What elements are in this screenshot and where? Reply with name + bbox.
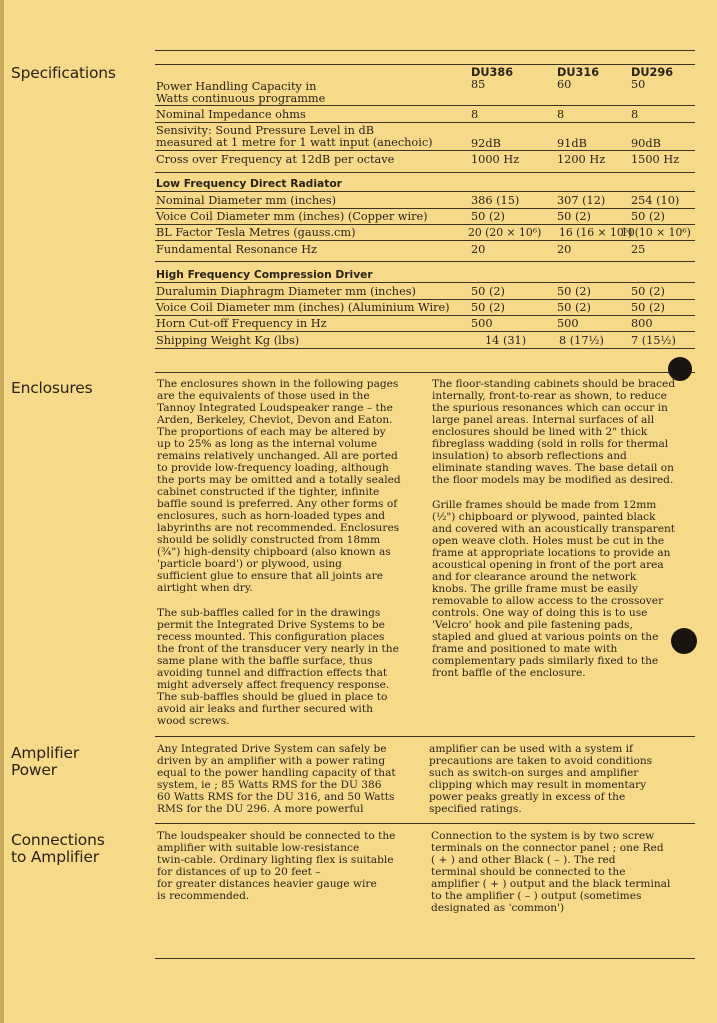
row-value: 50 xyxy=(631,78,646,91)
table-row xyxy=(155,335,695,349)
row-value: 8 xyxy=(557,108,565,121)
table-row xyxy=(155,227,695,241)
row-value: 10(10 × 10⁶) xyxy=(621,226,691,239)
row-value: 20 xyxy=(557,243,572,256)
row-value: 307 (12) xyxy=(557,194,606,207)
row-label: BL Factor Tesla Metres (gauss.cm) xyxy=(156,226,356,239)
specifications-title: Specifications xyxy=(11,64,116,82)
table-row xyxy=(155,125,695,151)
row-value: 16 (16 × 10⁶) xyxy=(559,226,633,239)
row-label: Voice Coil Diameter mm (inches) (Aluminium Wire) xyxy=(156,301,450,314)
row-value: 8 xyxy=(631,108,639,121)
row-value: 25 xyxy=(631,243,646,256)
enclosures-paragraph: The enclosures shown in the following pages are the equivalents of those used in the Tannoy Integrated Loudspeaker range – the Arden, Berkeley, Cheviot, Devon and Eaton. The proportions of each may be altered by up to 25% as long as the internal volume remains relatively unchanged. All are ported to provide low-frequency loading, although the ports may be omitted and a totally sealed cabinet constructed if the tighter, infinite baffle sound is preferred. Any other forms of enclosures, such as horn-loaded types and labyrinths are not recommended. Enclosures should be solidly constructed from 18mm (¾") high-density chipboard (also known as 'particle board') or plywood, using sufficient glue to ensure that all joints are airtight when dry. xyxy=(157,378,401,594)
enclosures-paragraph: The floor-standing cabinets should be braced internally, front-to-rear as shown, to reduce the spurious resonances which can occur in large panel areas. Internal surfaces of all enclosures should be lined with 2" thick fibreglass wadding (sold in rolls for thermal insulation) to absorb reflections and eliminate standing waves. The base detail on the floor models may be modified as desired. xyxy=(432,378,676,486)
model-du386: DU386 xyxy=(471,66,514,79)
row-value: 50 (2) xyxy=(631,301,665,314)
row-label: Cross over Frequency at 12dB per octave xyxy=(156,153,395,166)
connections-title: Connections to Amplifier xyxy=(11,831,105,866)
row-value: 50 (2) xyxy=(557,210,591,223)
row-value: 90dB xyxy=(631,137,661,150)
row-value: 60 xyxy=(557,78,572,91)
table-row xyxy=(155,286,695,300)
row-value: 85 xyxy=(471,78,486,91)
row-label: Horn Cut-off Frequency in Hz xyxy=(156,317,327,330)
row-value: 14 (31) xyxy=(485,334,527,347)
enclosures-paragraph: The sub-baffles called for in the drawings permit the Integrated Drive Systems to be recess mounted. This configuration places the front of the transducer very nearly in the same plane with the baffle surface, thus avoiding tunnel and diffraction effects that might adversely affect frequency response. The sub-baffles should be glued in place to avoid air leaks and further secured with wood screws. xyxy=(157,607,399,727)
model-du296: DU296 xyxy=(631,66,674,79)
table-row xyxy=(155,79,695,106)
row-value: 20 xyxy=(471,243,486,256)
row-value: 800 xyxy=(631,317,653,330)
lf-group-label: Low Frequency Direct Radiator xyxy=(156,177,342,190)
hf-group-label: High Frequency Compression Driver xyxy=(156,268,373,281)
row-label: Nominal Impedance ohms xyxy=(156,108,306,121)
row-value: 50 (2) xyxy=(631,285,665,298)
table-row xyxy=(155,302,695,316)
row-label: Duralumin Diaphragm Diameter mm (inches) xyxy=(156,285,416,298)
amplifier-left-column xyxy=(157,743,427,815)
row-value: 1200 Hz xyxy=(557,153,606,166)
row-label: Shipping Weight Kg (lbs) xyxy=(156,334,300,347)
row-value: 254 (10) xyxy=(631,194,680,207)
connections-paragraph: The loudspeaker should be connected to the amplifier with suitable low-resistance twin-cable. Ordinary lighting flex is suitable for distances of up to 20 feet – for greater distances heavier gauge wire is recommended. xyxy=(157,830,396,902)
table-row xyxy=(155,154,695,167)
section-rule xyxy=(155,372,695,373)
row-value: 92dB xyxy=(471,137,501,150)
row-label: Sensivity: Sound Pressure Level in dB measured at 1 metre for 1 watt input (anechoic) xyxy=(156,124,433,149)
row-value: 386 (15) xyxy=(471,194,520,207)
section-rule xyxy=(155,823,695,824)
row-label: Power Handling Capacity in Watts continuous programme xyxy=(156,80,326,105)
enclosures-right-column xyxy=(432,378,702,679)
table-row xyxy=(155,195,695,209)
amplifier-paragraph: amplifier can be used with a system if precautions are taken to avoid conditions such as switch-on surges and amplifier clipping which may result in momentary power peaks greatly in excess of the specified ratings. xyxy=(429,743,653,815)
row-value: 50 (2) xyxy=(557,301,591,314)
enclosures-title: Enclosures xyxy=(11,379,93,397)
row-value: 91dB xyxy=(557,137,587,150)
row-label: Fundamental Resonance Hz xyxy=(156,243,317,256)
hf-group-heading xyxy=(155,269,695,283)
group-rule xyxy=(155,261,695,262)
row-value: 8 xyxy=(471,108,479,121)
row-value: 8 (17½) xyxy=(559,334,604,347)
enclosures-paragraph: Grille frames should be made from 12mm (½") chipboard or plywood, painted black and covered with an acoustically transparent open weave cloth. Holes must be cut in the frame at appropriate locations to provide an acoustical opening in front of the port area and for clearance around the network knobs. The grille frame must be easily removable to allow access to the crossover controls. One way of doing this is to use 'Velcro' hook and pile fastening pads, stapled and glued at various points on the frame and positioned to mate with complementary pads similarly fixed to the front baffle of the enclosure. xyxy=(432,499,676,679)
row-value: 500 xyxy=(471,317,493,330)
row-value: 50 (2) xyxy=(557,285,591,298)
table-row xyxy=(155,211,695,225)
row-value: 50 (2) xyxy=(471,285,505,298)
table-row xyxy=(155,244,695,257)
bottom-rule xyxy=(155,958,695,959)
amplifier-right-column xyxy=(429,743,699,815)
row-value: 500 xyxy=(557,317,579,330)
row-value: 50 (2) xyxy=(471,301,505,314)
lf-group-heading xyxy=(155,178,695,192)
row-value: 7 (15½) xyxy=(631,334,676,347)
table-row xyxy=(155,109,695,123)
row-value: 1000 Hz xyxy=(471,153,520,166)
group-rule xyxy=(155,172,695,173)
page-edge xyxy=(0,0,4,1023)
model-du316: DU316 xyxy=(557,66,600,79)
binder-hole xyxy=(671,628,697,654)
row-label: Nominal Diameter mm (inches) xyxy=(156,194,337,207)
row-value: 50 (2) xyxy=(471,210,505,223)
row-value: 20 (20 × 10⁶) xyxy=(468,226,542,239)
section-rule xyxy=(155,736,695,737)
enclosures-left-column xyxy=(157,378,427,727)
row-label: Voice Coil Diameter mm (inches) (Copper wire) xyxy=(156,210,428,223)
amplifier-paragraph: Any Integrated Drive System can safely be driven by an amplifier with a power rating equal to the power handling capacity of that system, ie ; 85 Watts RMS for the DU 386 60 Watts RMS for the DU 316, and 50 Watts RMS for the DU 296. A more powerful xyxy=(157,743,396,815)
row-value: 1500 Hz xyxy=(631,153,680,166)
table-row xyxy=(155,318,695,332)
top-rule xyxy=(155,50,695,51)
connections-left-column xyxy=(157,830,427,902)
amplifier-power-title: Amplifier Power xyxy=(11,744,80,779)
connections-paragraph: Connection to the system is by two screw terminals on the connector panel ; one Red ( + ) and other Black ( – ). The red terminal should be connected to the amplifier ( + ) output and the black terminal to the amplifier ( – ) output (sometimes designated as 'common') xyxy=(431,830,671,914)
connections-right-column xyxy=(431,830,701,914)
row-value: 50 (2) xyxy=(631,210,665,223)
table-top-rule xyxy=(155,64,695,65)
